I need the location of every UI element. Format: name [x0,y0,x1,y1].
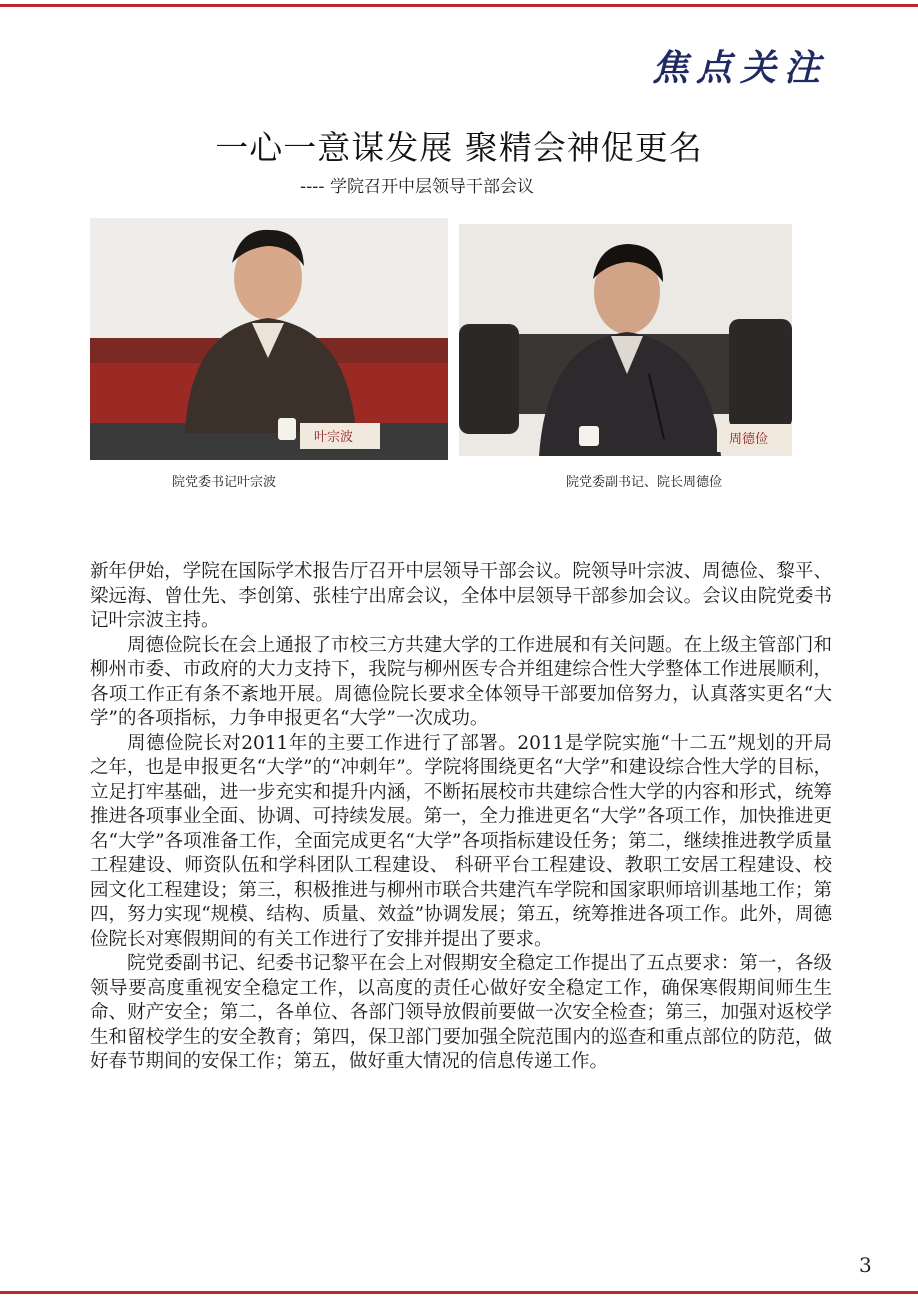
photo-caption-1: 院党委书记叶宗波 [172,475,277,490]
photo-ye-zongbo [90,218,448,460]
article-title: 一心一意谋发展 聚精会神促更名 [215,128,703,167]
photo-portrait-icon [459,224,792,456]
photo-nameplate-2: 周德俭 [729,432,769,447]
article-subtitle: ---- 学院召开中层领导干部会议 [300,177,534,197]
article-paragraph-1: 新年伊始，学院在国际学术报告厅召开中层领导干部会议。院领导叶宗波、周德俭、黎平、梁远海、曾仕先、李创第、张桂宁出席会议，全体中层领导干部参加会议。会议由院党委书记叶宗波主持。 [90,561,832,631]
top-rule [0,4,918,7]
article-paragraph-2: 周德俭院长在会上通报了市校三方共建大学的工作进展和有关问题。在上级主管部门和柳州市委、市政府的大力支持下，我院与柳州医专合并组建综合性大学整体工作进展顺利，各项工作正有条不紊地开展。周德俭院长要求全体领导干部要加倍努力，认真落实更名“大学”的各项指标，力争申报更名“大学”一次成功。 [90,634,832,729]
article-paragraph-4: 院党委副书记、纪委书记黎平在会上对假期安全稳定工作提出了五点要求：第一，各级领导要高度重视安全稳定工作，以高度的责任心做好安全稳定工作，确保寒假期间师生生命、财产安全；第二，各单位、各部门领导放假前要做一次安全检查；第三，加强对返校学生和留校学生的安全教育；第四，保卫部门要加强全院范围内的巡查和重点部位的防范，做好春节期间的安保工作；第五，做好重大情况的信息传递工作。 [90,953,832,1072]
photo-zhou-dejian [459,224,792,456]
photo-portrait-icon [90,218,448,460]
photo-caption-2: 院党委副书记、院长周德俭 [566,475,723,490]
article-body [90,560,832,1075]
section-label: 焦点关注 [651,47,828,89]
page-number: 3 [859,1253,872,1277]
bottom-rule [0,1291,918,1294]
article-paragraph-3: 周德俭院长对2011年的主要工作进行了部署。2011是学院实施“十二五”规划的开局之年，也是申报更名“大学”的“冲刺年”。学院将围绕更名“大学”和建设综合性大学的目标，立足打牢基础，进一步充实和提升内涵，不断拓展校市共建综合性大学的内容和形式，统筹推进各项事业全面、协调、可持续发展。第一，全力推进更名“大学”各项工作，加快推进更名“大学”各项准备工作，全面完成更名“大学”各项指标建设任务；第二，继续推进教学质量工程建设、师资队伍和学科团队工程建设、 科研平台工程建设、教职工安居工程建设、校园文化工程建设；第三，积极推进与柳州市联合共建汽车学院和国家职师培训基地工作；第四，努力实现“规模、结构、质量、效益”协调发展；第五，统筹推进各项工作。此外，周德俭院长对寒假期间的有关工作进行了安排并提出了要求。 [90,732,832,950]
photo-nameplate-1: 叶宗波 [314,430,354,445]
